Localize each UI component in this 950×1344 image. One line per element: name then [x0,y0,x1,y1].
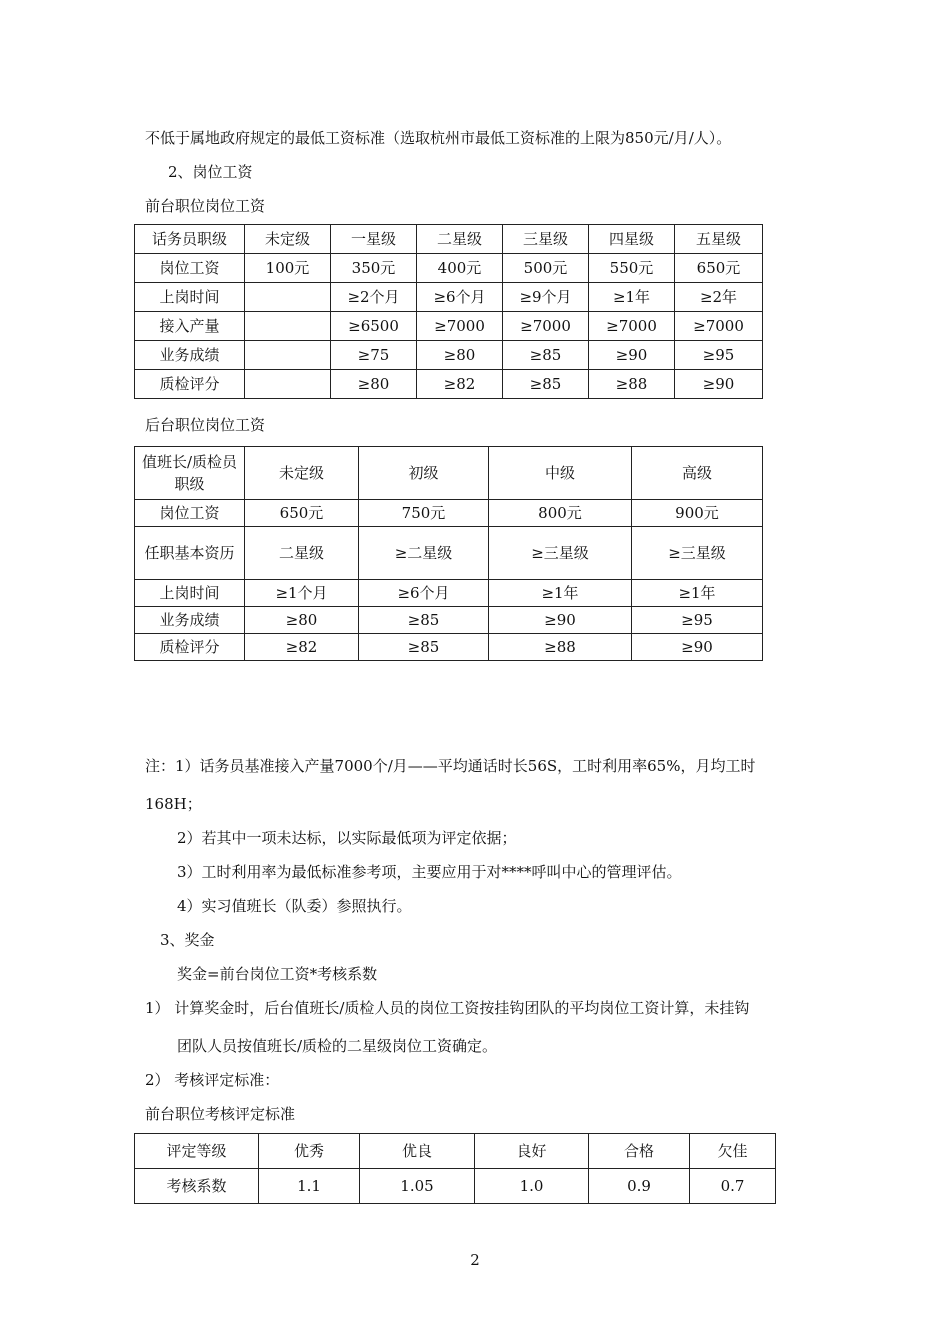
table-row [135,527,763,580]
table-cell: 高级 [632,447,763,500]
bonus-formula: 奖金=前台岗位工资*考核系数 [177,965,378,983]
table-cell: ≥6个月 [359,580,489,607]
table-cell: ≥三星级 [489,527,632,580]
table-cell: ≥90 [589,341,675,370]
table-cell: ≥9个月 [503,283,589,312]
table-cell: 一星级 [331,225,417,254]
row-header-cell: 质检评分 [135,370,245,399]
table-cell: ≥2年 [675,283,763,312]
table-cell: 优良 [360,1134,475,1169]
table-cell: ≥7000 [589,312,675,341]
table-row [135,634,763,661]
table-row [135,283,763,312]
row-header-cell: 任职基本资历 [135,527,245,580]
table-cell: ≥90 [675,370,763,399]
row-header-cell: 接入产量 [135,312,245,341]
row-header-cell: 话务员职级 [135,225,245,254]
row-header-cell: 评定等级 [135,1134,259,1169]
table-cell: 750元 [359,500,489,527]
table-cell [245,312,331,341]
table-cell: 1.05 [360,1169,475,1204]
front-salary-table [134,224,763,399]
table-row [135,225,763,254]
table-cell: ≥85 [503,341,589,370]
table-cell: ≥三星级 [632,527,763,580]
table-cell: 350元 [331,254,417,283]
paragraph-min-wage: 不低于属地政府规定的最低工资标准（选取杭州市最低工资标准的上限为850元/月/人）。 [145,129,732,147]
row-header-cell: 上岗时间 [135,283,245,312]
table-row [135,312,763,341]
row-header-cell: 上岗时间 [135,580,245,607]
table-cell: ≥75 [331,341,417,370]
table-cell: 中级 [489,447,632,500]
table-row [135,607,763,634]
table-cell: 900元 [632,500,763,527]
table-cell: ≥88 [589,370,675,399]
table-cell: 未定级 [245,225,331,254]
table-cell: ≥7000 [417,312,503,341]
bonus-rule-2: 2） 考核评定标准： [145,1071,280,1089]
table-cell: 五星级 [675,225,763,254]
back-salary-table [134,446,763,661]
table-cell: ≥80 [417,341,503,370]
heading-post-salary: 2、岗位工资 [168,163,253,181]
table-row [135,254,763,283]
table-cell: ≥6500 [331,312,417,341]
table-cell: ≥80 [245,607,359,634]
bonus-rule-1-cont: 团队人员按值班长/质检的二星级岗位工资确定。 [177,1037,498,1055]
table-cell: ≥2个月 [331,283,417,312]
table-cell: 0.9 [589,1169,690,1204]
table-cell: ≥80 [331,370,417,399]
table-row [135,500,763,527]
table-cell: ≥1年 [489,580,632,607]
table-cell: 二星级 [417,225,503,254]
heading-bonus: 3、奖金 [160,931,215,949]
eval-standard-table [134,1133,776,1204]
table-cell: ≥88 [489,634,632,661]
table-cell: 550元 [589,254,675,283]
table-cell [245,370,331,399]
table-cell: 1.0 [475,1169,589,1204]
table-cell: 四星级 [589,225,675,254]
table-row [135,1134,776,1169]
table-cell: ≥82 [245,634,359,661]
table-cell: ≥1年 [632,580,763,607]
table-cell: 650元 [675,254,763,283]
note-1: 注：1）话务员基准接入产量7000个/月——平均通话时长56S，工时利用率65%，月均工时 [145,757,756,775]
table-cell: 1.1 [259,1169,360,1204]
page-number: 2 [470,1251,480,1269]
row-header-cell: 业务成绩 [135,607,245,634]
table-cell: ≥6个月 [417,283,503,312]
table-cell: 优秀 [259,1134,360,1169]
table-cell: 650元 [245,500,359,527]
row-header-cell: 考核系数 [135,1169,259,1204]
table-cell: ≥90 [632,634,763,661]
table-cell: ≥95 [632,607,763,634]
caption-front-salary: 前台职位岗位工资 [145,197,266,215]
table-cell: ≥85 [359,607,489,634]
table-cell: ≥1个月 [245,580,359,607]
note-1-cont: 168H； [145,795,202,813]
table-row [135,580,763,607]
row-header-cell: 值班长/质检员职级 [135,447,245,500]
table-cell: 800元 [489,500,632,527]
table-cell: ≥二星级 [359,527,489,580]
table-cell: 二星级 [245,527,359,580]
table-cell: 欠佳 [690,1134,776,1169]
row-header-cell: 质检评分 [135,634,245,661]
table-row [135,370,763,399]
caption-back-salary: 后台职位岗位工资 [145,416,266,434]
table-row [135,1169,776,1204]
table-row [135,447,763,500]
table-cell: ≥1年 [589,283,675,312]
bonus-rule-1: 1） 计算奖金时，后台值班长/质检人员的岗位工资按挂钩团队的平均岗位工资计算，未挂钩 [145,999,750,1017]
table-cell: ≥82 [417,370,503,399]
row-header-cell: 岗位工资 [135,500,245,527]
table-cell [245,283,331,312]
table-cell: 500元 [503,254,589,283]
note-4: 4）实习值班长（队委）参照执行。 [177,897,412,915]
table-cell: 良好 [475,1134,589,1169]
table-cell: ≥90 [489,607,632,634]
note-3: 3）工时利用率为最低标准参考项，主要应用于对****呼叫中心的管理评估。 [177,863,682,881]
table-cell: ≥85 [503,370,589,399]
caption-eval-standard: 前台职位考核评定标准 [145,1105,296,1123]
row-header-cell: 岗位工资 [135,254,245,283]
table-cell: 初级 [359,447,489,500]
table-cell: ≥7000 [675,312,763,341]
table-cell: 400元 [417,254,503,283]
table-cell: 合格 [589,1134,690,1169]
table-cell: ≥95 [675,341,763,370]
table-cell: ≥7000 [503,312,589,341]
table-cell: 0.7 [690,1169,776,1204]
table-cell: 未定级 [245,447,359,500]
table-cell: ≥85 [359,634,489,661]
row-header-cell: 业务成绩 [135,341,245,370]
table-row [135,341,763,370]
table-cell: 三星级 [503,225,589,254]
table-cell [245,341,331,370]
table-cell: 100元 [245,254,331,283]
note-2: 2）若其中一项未达标，以实际最低项为评定依据； [177,829,517,847]
